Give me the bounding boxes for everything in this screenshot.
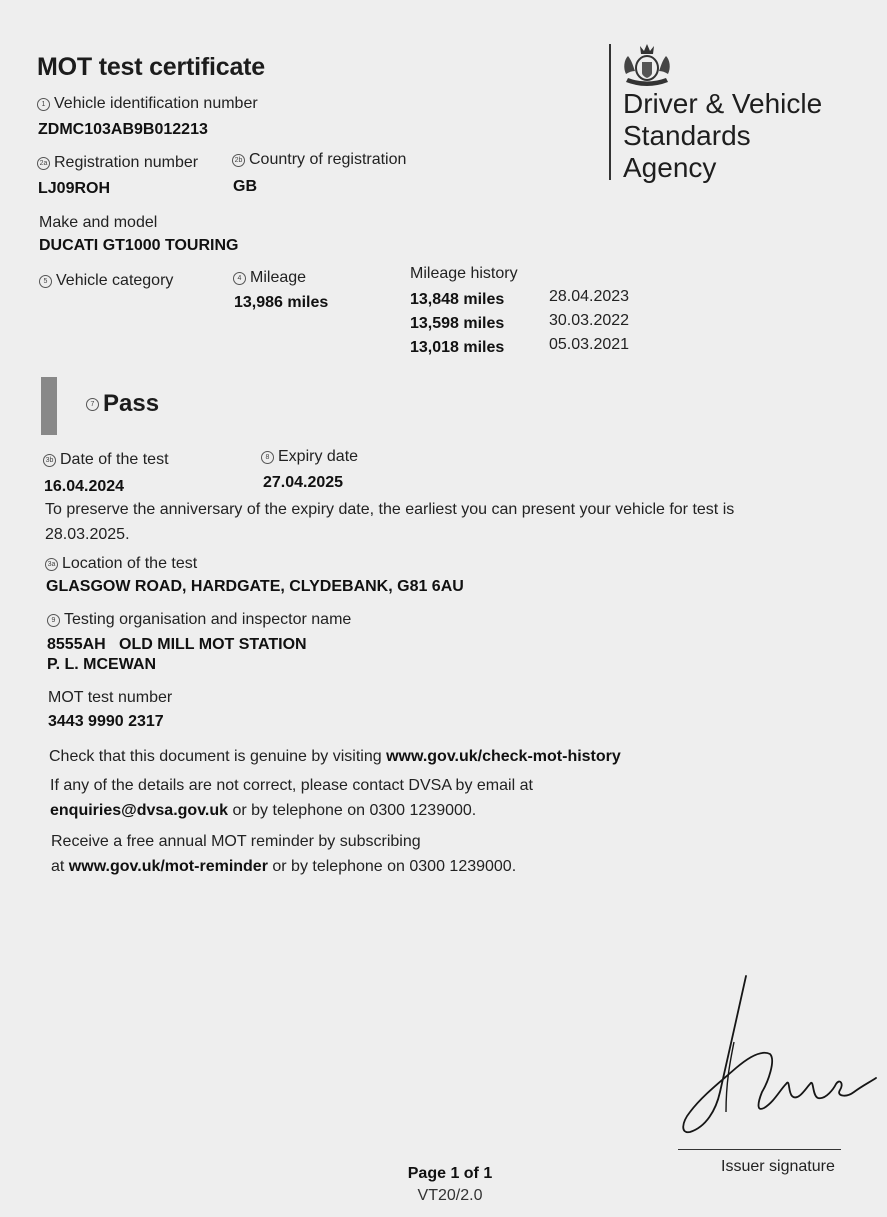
mileage-label	[233, 269, 306, 287]
reminder-text-at: at	[51, 858, 69, 875]
reminder-text	[51, 829, 516, 879]
anniversary-note-line: 28.03.2025.	[45, 526, 130, 543]
country-label-text: Country of registration	[249, 151, 407, 168]
mileage-history-miles: 13,848 miles	[410, 291, 505, 308]
vin-value: ZDMC103AB9B012213	[38, 121, 208, 138]
reminder-text-rest: or by telephone on 0300 1239000.	[267, 858, 517, 875]
branding-divider	[609, 44, 611, 180]
expiry-value: 27.04.2025	[263, 474, 344, 491]
category-label-text: Vehicle category	[56, 272, 174, 289]
anniversary-note	[45, 497, 845, 547]
check-text-body: Check that this document is genuine by visiting	[49, 748, 387, 765]
field-number: 9	[47, 614, 60, 627]
country-value: GB	[233, 178, 257, 195]
field-number: 7	[86, 398, 99, 411]
make-model-value: DUCATI GT1000 TOURING	[39, 237, 239, 254]
result-bar	[41, 377, 57, 435]
registration-value: LJ09ROH	[38, 180, 111, 197]
form-code: VT20/2.0	[417, 1187, 483, 1204]
mileage-label-text: Mileage	[250, 269, 307, 286]
agency-name-line: Driver & Vehicle	[623, 88, 823, 119]
signature-line	[678, 1149, 841, 1150]
contact-text-line: If any of the details are not correct, please contact DVSA by email at	[50, 777, 533, 794]
test-date-value: 16.04.2024	[44, 478, 125, 495]
country-label	[232, 151, 406, 169]
check-mot-history-link[interactable]: www.gov.uk/check-mot-history	[386, 748, 621, 765]
organisation-value: 8555AH OLD MILL MOT STATION	[47, 636, 307, 653]
anniversary-note-line: To preserve the anniversary of the expiry date, the earliest you can present your vehicle for test is	[45, 501, 735, 518]
contact-text-rest: or by telephone on 0300 1239000.	[228, 802, 477, 819]
field-number: 2a	[37, 157, 50, 170]
result-value: Pass	[103, 390, 160, 417]
registration-label-text: Registration number	[54, 154, 199, 171]
email-link[interactable]: enquiries@dvsa.gov.uk	[50, 802, 229, 819]
location-value: GLASGOW ROAD, HARDGATE, CLYDEBANK, G81 6AU	[46, 578, 464, 595]
organisation-label	[47, 611, 351, 629]
vin-label-text: Vehicle identification number	[54, 95, 258, 112]
reminder-text-line: Receive a free annual MOT reminder by subscribing	[51, 833, 421, 850]
page-footer	[350, 1165, 550, 1205]
mileage-history-date: 28.04.2023	[549, 288, 630, 305]
test-date-label-text: Date of the test	[60, 451, 169, 468]
mileage-history-miles: 13,018 miles	[410, 339, 505, 356]
agency-name	[623, 88, 822, 184]
mileage-value: 13,986 miles	[234, 294, 329, 311]
field-number: 8	[261, 451, 274, 464]
field-number: 3b	[43, 454, 56, 467]
check-text	[49, 744, 621, 769]
location-label-text: Location of the test	[62, 555, 198, 572]
agency-name-line: Standards	[623, 120, 751, 151]
expiry-label-text: Expiry date	[278, 448, 359, 465]
field-number: 4	[233, 272, 246, 285]
inspector-name: P. L. MCEWAN	[47, 656, 157, 673]
expiry-label	[261, 448, 358, 466]
contact-text	[50, 773, 533, 823]
test-number-value: 3443 9990 2317	[48, 713, 164, 730]
mileage-history-miles: 13,598 miles	[410, 315, 505, 332]
mileage-history-label: Mileage history	[410, 265, 518, 282]
mileage-history-date: 05.03.2021	[549, 336, 630, 353]
field-number: 2b	[232, 154, 245, 167]
field-number: 3a	[45, 558, 58, 571]
agency-name-line: Agency	[623, 152, 717, 183]
test-date-label	[43, 451, 169, 469]
royal-crest-icon	[620, 42, 674, 88]
registration-label	[37, 154, 198, 172]
page-title: MOT test certificate	[37, 53, 266, 81]
organisation-label-text: Testing organisation and inspector name	[64, 611, 352, 628]
signature-label: Issuer signature	[721, 1158, 835, 1175]
field-number: 1	[37, 98, 50, 111]
page-number: Page 1 of 1	[407, 1165, 493, 1182]
mileage-history-date: 30.03.2022	[549, 312, 630, 329]
vin-label	[37, 95, 258, 113]
handwritten-signature	[676, 972, 881, 1137]
location-label	[45, 555, 197, 573]
make-model-label: Make and model	[39, 214, 158, 231]
test-number-label: MOT test number	[48, 689, 173, 706]
field-number: 5	[39, 275, 52, 288]
result	[86, 390, 159, 418]
mot-reminder-link[interactable]: www.gov.uk/mot-reminder	[68, 858, 268, 875]
category-label	[39, 272, 173, 290]
